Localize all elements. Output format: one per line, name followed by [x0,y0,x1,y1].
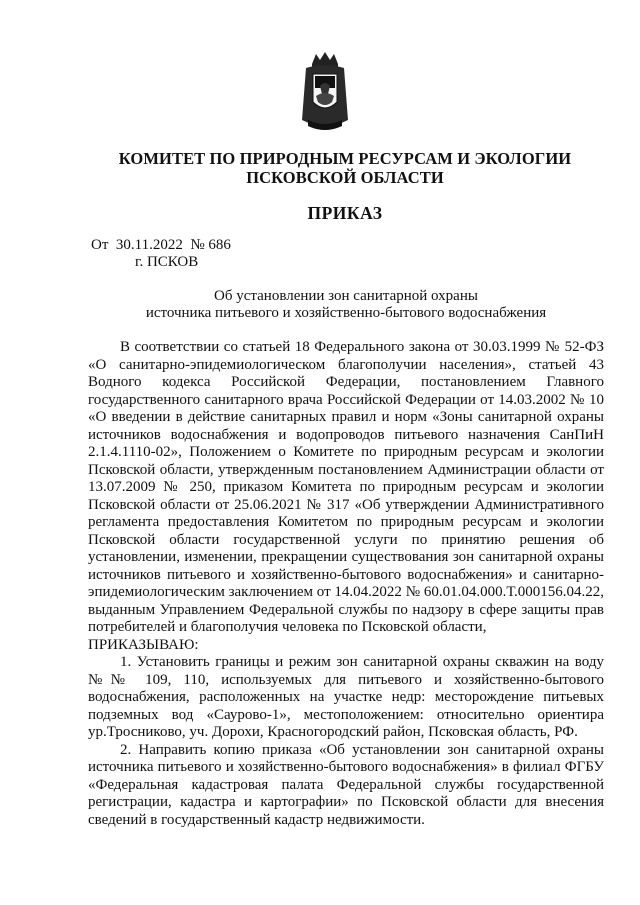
document-date-number: От 30.11.2022 № 686 [91,237,231,253]
document-body [88,339,604,829]
document-type: ПРИКАЗ [307,203,383,223]
coat-of-arms-icon [298,50,352,134]
order-item-1: 1. Установить границы и режим зон санитарной охраны скважин на воду №№ 109, 110, используемых для питьевого и хозяйственно-бытового водоснабжения, расположенных на участке недр: месторождение питьевых подземных вод «Саурово-1», местоположением: относительно ориентира ур.Тросниково, уч. Дорохи, Красногородский район, Псковская область, РФ. [88,654,604,740]
order-item-2: 2. Направить копию приказа «Об установлении зон санитарной охраны источника питьевого и хозяйственно-бытового водоснабжения» в филиал ФГБУ «Федеральная кадастровая палата Федеральной службы государственной регистрации, кадастра и картографии» по Псковской области для внесения сведений в государственный кадастр недвижимости. [88,741,604,828]
organization-name-line2: ПСКОВСКОЙ ОБЛАСТИ [246,168,444,187]
subject-line1: Об установлении зон санитарной охраны [214,288,478,304]
decree-word: ПРИКАЗЫВАЮ: [88,636,199,653]
subject-line2: источника питьевого и хозяйственно-бытового водоснабжения [145,305,547,321]
organization-name-line1: КОМИТЕТ ПО ПРИРОДНЫМ РЕСУРСАМ И ЭКОЛОГИИ [118,149,572,168]
preamble-paragraph: В соответствии со статьей 18 Федерального закона от 30.03.1999 № 52-ФЗ «О санитарно-эпидемиологическом благополучии населения», статьей 43 Водного кодекса Российской Федерации, постановлением Главного государственного санитарного врача Российской Федерации от 14.03.2002 № 10 «О введении в действие санитарных правил и норм «Зоны санитарной охраны источников водоснабжения и водопроводов питьевого назначения СанПиН 2.1.4.1110-02», Положением о Комитете по природным ресурсам и экологии Псковской области, утвержденным постановлением Администрации области от 13.07.2009 № 250, приказом Комитета по природным ресурсам и экологии Псковской области от 25.06.2021 № 317 «Об утверждении Административного регламента предоставления Комитетом по природным ресурсам и экологии Псковской области государственной услуги по принятию решения об установлении, изменении, прекращении существования зон санитарной охраны источников питьевого и хозяйственно-бытового водоснабжения» и санитарно-эпидемиологическим заключением от 14.04.2022 № 60.01.04.000.Т.000156.04.22, выданным Управлением Федеральной службы по надзору в сфере защиты прав потребителей и благополучия человека по Псковской области, [88,339,604,635]
document-city: г. ПСКОВ [135,254,199,270]
